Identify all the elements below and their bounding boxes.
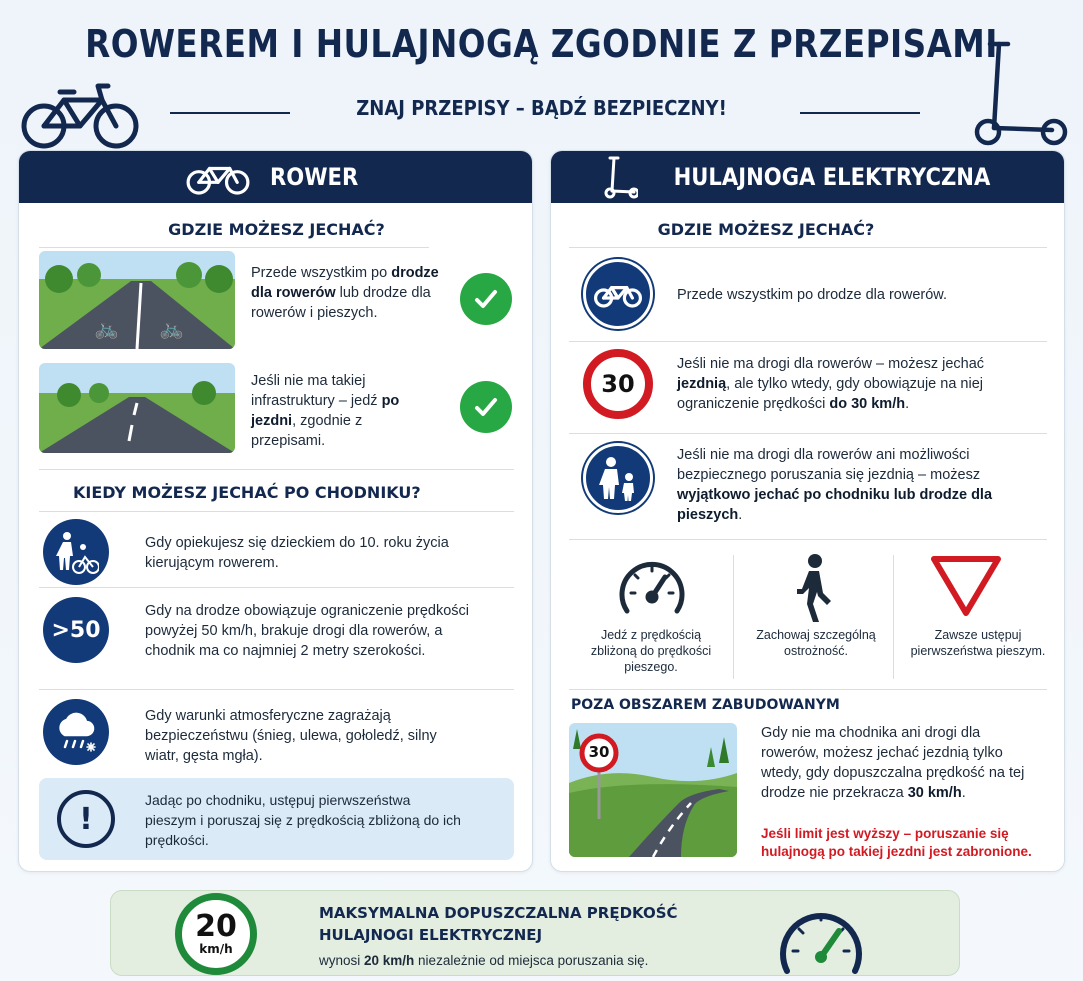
speed-20-badge bbox=[175, 893, 257, 975]
bicycle-icon bbox=[186, 157, 250, 197]
scooter-icon bbox=[604, 155, 638, 199]
outside-area-text bbox=[761, 723, 1031, 803]
outside-speed-sign-text: 30 bbox=[588, 743, 610, 761]
rower-sidewalk-item-3: Gdy warunki atmosferyczne zagrażają bezpieczeństwu (śnieg, ulewa, gołoledź, silny wiatr, gęsta mgła). bbox=[145, 708, 437, 764]
text-part: Jeśli nie ma takiej infrastruktury – jedź bbox=[251, 373, 382, 409]
divider bbox=[569, 689, 1047, 690]
rower-note-text: Jadąc po chodniku, ustępuj pierwszeństwa pieszym i poruszaj się z prędkością zbliżoną do ich prędkości. bbox=[145, 792, 461, 848]
walking-person-icon bbox=[789, 553, 839, 625]
text-part: lub drodze dla rowerów i pieszych. bbox=[251, 285, 431, 321]
hulajnoga-panel-header bbox=[551, 151, 1064, 203]
divider bbox=[733, 555, 734, 679]
text-part: Jeśli nie ma drogi dla rowerów ani możliwości bezpiecznego poruszania się jezdnią – możesz bbox=[677, 447, 981, 483]
bike-path-sign bbox=[583, 259, 653, 329]
text-bold: 20 km/h bbox=[364, 953, 415, 968]
text-part: , zgodnie z przepisami. bbox=[251, 413, 363, 449]
speed-unit: km/h bbox=[199, 942, 233, 956]
rower-where-item-1 bbox=[251, 263, 441, 323]
divider bbox=[893, 555, 894, 679]
pedestrian-cyclist-icon bbox=[43, 519, 109, 585]
divider bbox=[569, 341, 1047, 342]
svg-text:🚲: 🚲 bbox=[159, 316, 184, 340]
rower-panel-header bbox=[19, 151, 532, 203]
hulajnoga-where-item-3 bbox=[677, 445, 1022, 525]
text-bold: jezdnią bbox=[677, 376, 727, 392]
yield-sign-icon bbox=[931, 555, 1001, 617]
page-title: ROWEREM I HULAJNOGĄ ZGODNIE Z PRZEPISAMI bbox=[85, 22, 998, 66]
text-part: . bbox=[738, 507, 743, 523]
weather-icon bbox=[43, 699, 109, 765]
tip-3: Zawsze ustępuj pierwszeństwa pieszym. bbox=[910, 628, 1046, 658]
page-subtitle: ZNAJ PRZEPISY – BĄDŹ BEZPIECZNY! bbox=[356, 96, 727, 120]
rower-where-item-2 bbox=[251, 371, 421, 451]
divider bbox=[39, 689, 514, 690]
hulajnoga-panel bbox=[550, 150, 1065, 872]
text-bold: wyjątkowo jechać po chodniku lub drodze dla pieszych bbox=[677, 487, 993, 523]
country-road-image bbox=[569, 723, 737, 857]
text-part: Gdy nie ma chodnika ani drogi dla rowerów, możesz jechać jezdnią tylko wtedy, gdy dopuszczalna prędkość na tej drodze nie przekracza bbox=[761, 725, 1025, 801]
divider bbox=[39, 247, 429, 248]
rower-note-box bbox=[39, 778, 514, 860]
text-part: , ale tylko wtedy, gdy obowiązuje na niej ograniczenie prędkości bbox=[677, 376, 984, 412]
rower-sidewalk-item-1: Gdy opiekujesz się dzieckiem do 10. roku życia kierującym rowerem. bbox=[145, 535, 449, 571]
speedometer-icon bbox=[775, 899, 867, 975]
hulajnoga-where-item-2 bbox=[677, 354, 1037, 414]
exclamation-icon: ! bbox=[57, 790, 115, 848]
text-bold: 30 km/h bbox=[907, 785, 962, 801]
text-part: Przede wszystkim po bbox=[251, 265, 392, 281]
divider-line-right bbox=[800, 112, 920, 114]
text-part: . bbox=[905, 396, 910, 412]
text-part: wynosi bbox=[319, 953, 365, 968]
rower-panel-title: ROWER bbox=[270, 163, 359, 191]
scooter-icon bbox=[968, 38, 1068, 148]
check-icon bbox=[460, 381, 512, 433]
max-speed-banner bbox=[110, 890, 960, 976]
divider bbox=[39, 511, 514, 512]
svg-text:🚲: 🚲 bbox=[94, 316, 119, 340]
text-part: niezależnie od miejsca poruszania się. bbox=[414, 953, 649, 968]
banner-title-line-2: HULAJNOGI ELEKTRYCZNEJ bbox=[319, 926, 543, 944]
bicycle-icon bbox=[594, 279, 642, 309]
bike-path-image bbox=[39, 251, 235, 349]
divider bbox=[39, 587, 514, 588]
text-bold: do 30 km/h bbox=[829, 396, 906, 412]
sign-text: 30 bbox=[601, 370, 635, 398]
speed-over-50-badge bbox=[43, 597, 109, 663]
pedestrian-sign bbox=[583, 443, 653, 513]
tip-2: Zachowaj szczególną ostrożność. bbox=[756, 628, 876, 658]
divider bbox=[39, 469, 514, 470]
outside-area-heading: POZA OBSZAREM ZABUDOWANYM bbox=[571, 697, 840, 713]
tip-1: Jedź z prędkością zbliżoną do prędkości pieszego. bbox=[590, 628, 712, 674]
hulajnoga-where-heading: GDZIE MOŻESZ JECHAĆ? bbox=[657, 220, 875, 239]
check-icon bbox=[460, 273, 512, 325]
banner-title-line-1: MAKSYMALNA DOPUSZCZALNA PRĘDKOŚĆ bbox=[319, 904, 678, 922]
banner-description bbox=[319, 953, 648, 968]
rower-where-heading: GDZIE MOŻESZ JECHAĆ? bbox=[168, 220, 385, 239]
rower-sidewalk-heading: KIEDY MOŻESZ JECHAĆ PO CHODNIKU? bbox=[73, 483, 421, 502]
divider bbox=[569, 539, 1047, 540]
speed-value: 20 bbox=[195, 909, 237, 944]
outside-area-warning: Jeśli limit jest wyższy – poruszanie się hulajnogą po takiej jezdni jest zabronione. bbox=[761, 826, 1032, 859]
text-part: . bbox=[961, 785, 966, 801]
speed-limit-30-sign bbox=[583, 349, 653, 419]
hulajnoga-panel-title: HULAJNOGA ELEKTRYCZNA bbox=[673, 163, 990, 191]
speedometer-icon bbox=[615, 553, 689, 627]
badge-text: >50 bbox=[51, 617, 101, 643]
rower-sidewalk-item-2: Gdy na drodze obowiązuje ograniczenie prędkości powyżej 50 km/h, brakuje drogi dla rowerów, a chodnik ma co najmniej 2 metry szerokości. bbox=[145, 603, 470, 659]
divider bbox=[569, 433, 1047, 434]
rower-panel bbox=[18, 150, 533, 872]
divider bbox=[569, 247, 1047, 248]
text-bold: drodze dla rowerów bbox=[251, 265, 439, 301]
text-part: Jeśli nie ma drogi dla rowerów – możesz jechać bbox=[677, 356, 985, 372]
hulajnoga-where-item-1: Przede wszystkim po drodze dla rowerów. bbox=[677, 287, 947, 303]
road-image bbox=[39, 363, 235, 453]
text-bold: po jezdni bbox=[251, 393, 400, 429]
